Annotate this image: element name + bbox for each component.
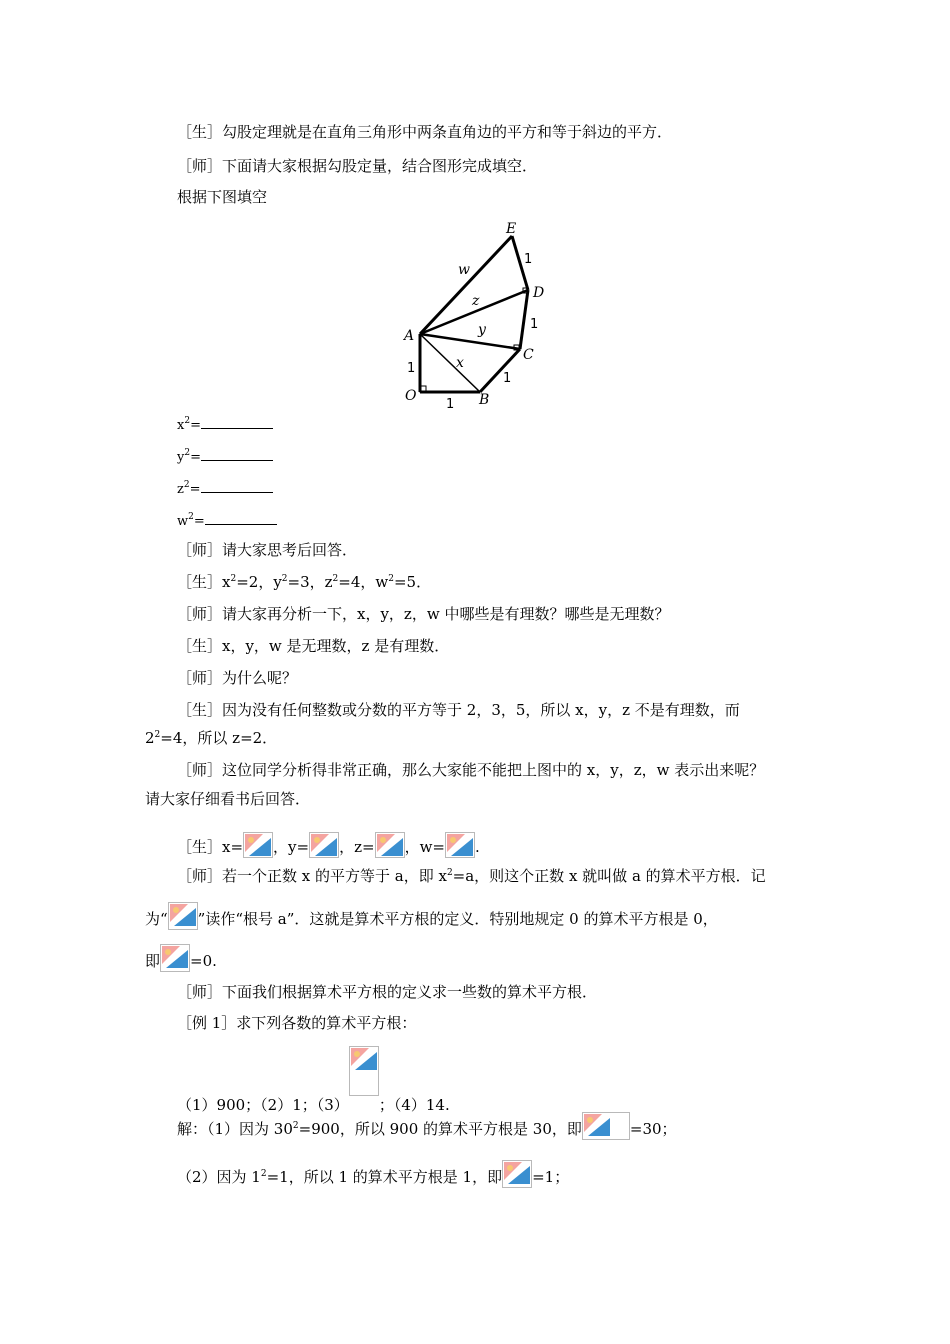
dialogue-line: ［师］请大家思考后回答． [177, 541, 358, 559]
point-label-O: O [405, 388, 417, 404]
edge-label-w: w [458, 262, 470, 278]
image-placeholder-icon [445, 832, 475, 858]
image-placeholder-icon [243, 832, 273, 858]
edge-label-OB: 1 [446, 397, 455, 410]
edge-CD [520, 290, 528, 349]
answer-blank[interactable] [201, 446, 273, 461]
answer-blank[interactable] [201, 478, 273, 493]
definition-line: 即 =0. [145, 944, 217, 972]
edge-AC [420, 334, 520, 349]
dialogue-line: ［师］请大家再分析一下，x，y，z，w 中哪些是有理数？哪些是无理数？ [177, 605, 670, 623]
dialogue-line: $2^2=4$，所以 z=2． [145, 729, 278, 747]
edge-BC [480, 349, 520, 392]
dialogue-line: ［生$]x^2=2$，$y^2=3$，$z^2=4$，$w^2=5$． [177, 573, 432, 591]
fill-blank-z: $z^2=$ [177, 478, 273, 500]
dialogue-line: 请大家仔细看书后回答． [145, 790, 311, 808]
edge-label-DE: 1 [524, 252, 533, 267]
edge-label-y: y [478, 322, 486, 338]
image-placeholder-icon [502, 1160, 532, 1188]
image-placeholder-icon [168, 902, 198, 930]
image-placeholder-icon [160, 944, 190, 972]
dialogue-line: ［师］为什么呢？ [177, 669, 298, 687]
solution-line: 解：（1）因为 $30^2=900$，所以 900 的算术平方根是 30，即 =30； [177, 1112, 677, 1140]
fill-blank-w: $w^2=$ [177, 510, 277, 532]
image-placeholder-icon [309, 832, 339, 858]
fill-blank-x: $x^2=$ [177, 414, 273, 436]
point-label-A: A [404, 328, 415, 344]
edge-label-z: z [472, 293, 480, 309]
point-label-E: E [506, 221, 517, 237]
point-label-B: B [479, 392, 490, 408]
image-placeholder-icon [582, 1112, 630, 1140]
dialogue-line: ［师］这位同学分析得非常正确，那么大家能不能把上图中的 x，y，z，w 表示出来呢？ [177, 761, 765, 779]
point-label-C: C [523, 347, 534, 363]
example-items: （1）900；（2）1；（3） ；（4）14. [177, 1046, 450, 1096]
edge-label-BC: 1 [503, 371, 512, 386]
edge-label-CD: 1 [530, 317, 539, 332]
dialogue-line: ［生］x，y，w 是无理数，z 是有理数． [177, 637, 450, 655]
dialogue-line: ［师］下面请大家根据勾股定量，结合图形完成填空． [177, 157, 538, 175]
definition-line: ［师］若一个正数 x 的平方等于 a，即 $x^2=a$，则这个正数 x 就叫做 a 的算术平方根．记 [177, 867, 766, 885]
answer-blank[interactable] [205, 510, 277, 525]
point-label-D: D [533, 285, 545, 301]
image-placeholder-icon [349, 1046, 379, 1096]
dialogue-line: ［生］x= ，y= ，z= ，w= . [177, 832, 480, 858]
edge-label-x: x [456, 355, 464, 371]
spiral-triangle-diagram [395, 210, 555, 410]
fill-blank-y: $y^2=$ [177, 446, 273, 468]
edge-label-AO: 1 [407, 361, 416, 376]
dialogue-line: ［生］因为没有任何整数或分数的平方等于 2，3，5，所以 x，y，z 不是有理数，而 [177, 701, 740, 719]
solution-line: （2）因为 $1^2=1$，所以 1 的算术平方根是 1，即 =1； [177, 1160, 569, 1188]
example-heading: ［例 1］求下列各数的算术平方根： [177, 1014, 417, 1032]
dialogue-line: ［师］下面我们根据算术平方根的定义求一些数的算术平方根． [177, 983, 598, 1001]
edge-AE [420, 236, 512, 334]
definition-line: 为“ ”读作“根号 a”．这就是算术平方根的定义．特别地规定 0 的算术平方根是 0， [145, 902, 718, 930]
answer-blank[interactable] [201, 414, 273, 429]
instruction-line: 根据下图填空 [177, 188, 268, 206]
dialogue-line: ［生］勾股定理就是在直角三角形中两条直角边的平方和等于斜边的平方． [177, 123, 673, 141]
image-placeholder-icon [375, 832, 405, 858]
